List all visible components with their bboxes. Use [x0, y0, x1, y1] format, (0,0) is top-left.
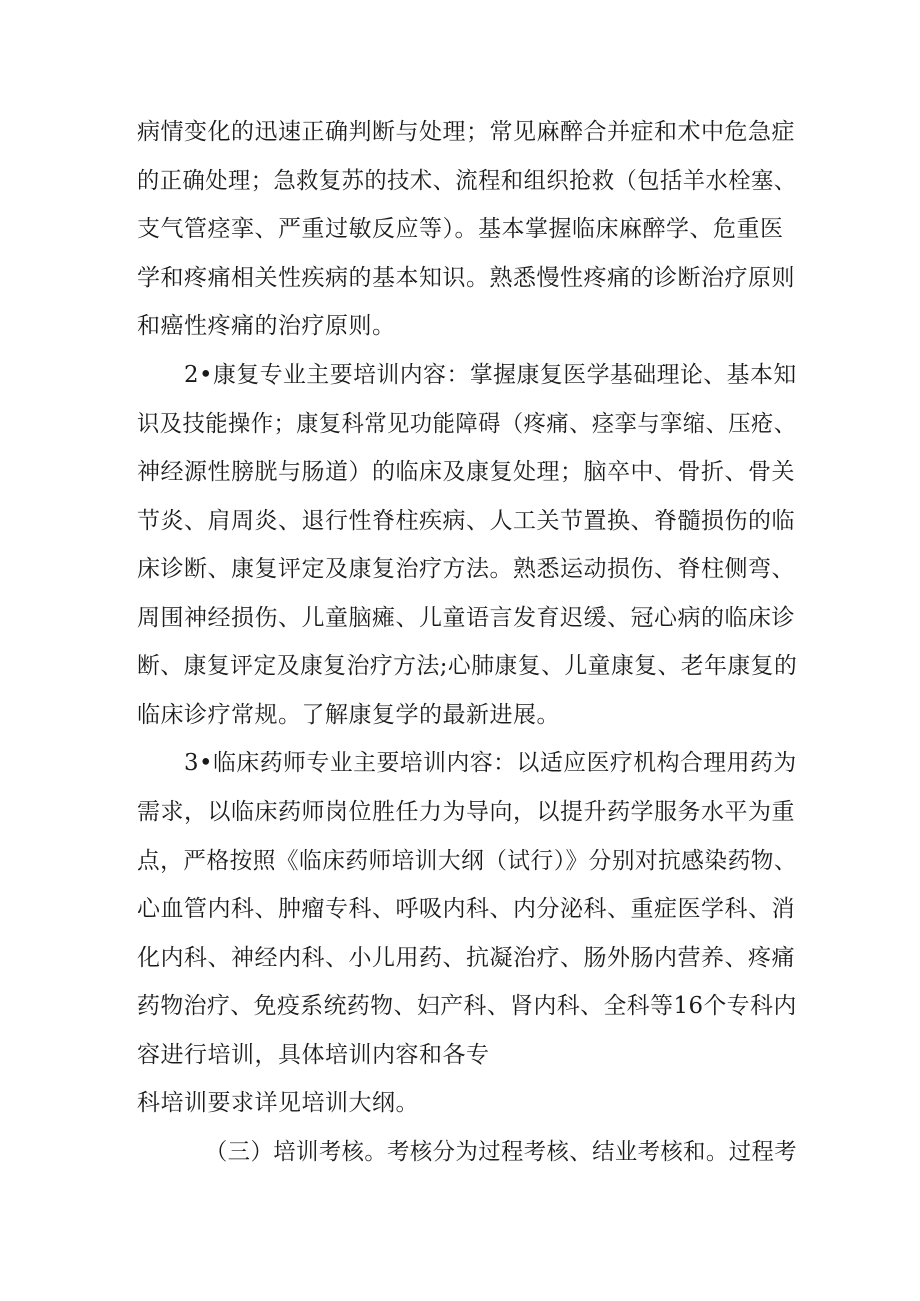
text-line: 病情变化的迅速正确判断与处理；常见麻醉合并症和术中危急症 [137, 119, 795, 145]
text-line: 点，严格按照《临床药师培训大纲（试行）》分别对抗感染药物、 [137, 848, 798, 874]
text-line: 临床诊疗常规。了解康复学的最新进展。 [137, 702, 560, 728]
text-line: 科培训要求详见培训大纲。 [137, 1090, 419, 1116]
text-line: 药物治疗、免疫系统药物、妇产科、肾内科、全科等16个专科内 [137, 993, 797, 1019]
text-line: 神经源性膀胱与肠道）的临床及康复处理；脑卒中、骨折、骨关 [137, 459, 795, 485]
text-line: （三）培训考核。考核分为过程考核、结业考核和。过程考 [205, 1139, 797, 1165]
text-line: 节炎、肩周炎、退行性脊柱疾病、人工关节置换、脊髓损伤的临 [137, 508, 795, 534]
text-line: 床诊断、康复评定及康复治疗方法。熟悉运动损伤、脊柱侧弯、 [137, 556, 795, 582]
text-line: 化内科、神经内科、小儿用药、抗凝治疗、肠外肠内营养、疼痛 [137, 945, 795, 971]
text-line: 容进行培训，具体培训内容和各专 [137, 1042, 490, 1068]
text-line: 断、康复评定及康复治疗方法;心肺康复、儿童康复、老年康复的 [137, 653, 798, 679]
text-line: 和癌性疼痛的治疗原则。 [137, 313, 396, 339]
text-line: 识及技能操作；康复科常见功能障碍（疼痛、痉挛与挛缩、压疮、 [137, 411, 797, 437]
text-line: 的正确处理；急救复苏的技术、流程和组织抢救（包括羊水栓塞、 [137, 168, 797, 194]
text-line: 心血管内科、肿瘤专科、呼吸内科、内分泌科、重症医学科、消 [137, 896, 795, 922]
text-line: 需求，以临床药师岗位胜任力为导向，以提升药学服务水平为重 [137, 799, 795, 825]
text-line: 支气管痉挛、严重过敏反应等）。基本掌握临床麻醉学、危重医 [137, 216, 784, 242]
text-line: 学和疼痛相关性疾病的基本知识。熟悉慢性疼痛的诊断治疗原则 [137, 265, 795, 291]
text-line: 3•临床药师专业主要培训内容：以适应医疗机构合理用药为 [184, 750, 797, 776]
text-line: 2•康复专业主要培训内容：掌握康复医学基础理论、基本知 [184, 362, 797, 388]
text-line: 周围神经损伤、儿童脑瘫、儿童语言发育迟缓、冠心病的临床诊 [137, 605, 795, 631]
